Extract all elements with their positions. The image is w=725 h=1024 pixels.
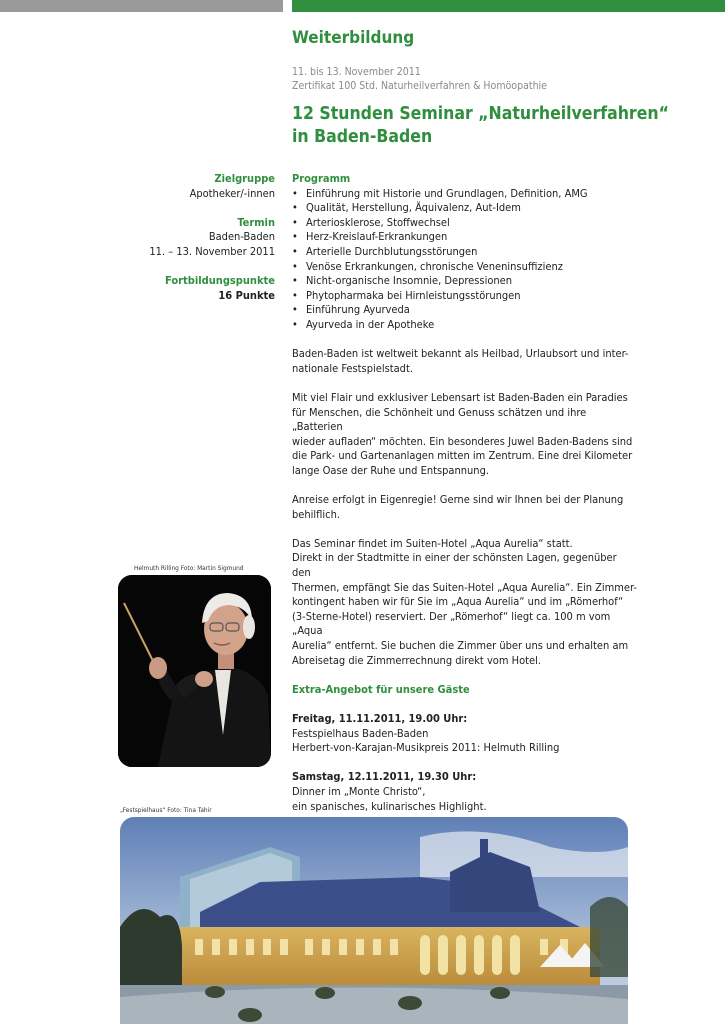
list-item: • Einführung Ayurveda (292, 303, 637, 318)
programm-list (292, 187, 637, 333)
list-item: • Venöse Erkrankungen, chronische Veneninsuffizienz (292, 260, 637, 275)
headline-line-1: 12 Stunden Seminar „Naturheilverfahren“ (292, 104, 669, 124)
main-content (292, 172, 637, 829)
date-line: 11. bis 13. November 2011 (292, 66, 421, 78)
termin-label: Termin (237, 215, 275, 229)
programm-label: Programm (292, 172, 351, 185)
termin-date: 11. – 13. November 2011 (149, 244, 275, 258)
paragraph-flair: Mit viel Flair und exklusiver Lebensart ist Baden-Baden ein Paradies für Menschen, die Schönheit und Genuss schätzen und ihre „Batterien wieder aufladen“ möchten. Ein besonderes Juwel Baden-Badens sind die Park- und Gartenanlagen mitten im Zentrum. Eine drei Kilometer lange Oase der Ruhe und Entspannung. (292, 390, 633, 477)
saturday-event: Samstag, 12.11.2011, 19.30 Uhr: Dinner im „Monte Christo“, ein spanisches, kulinarisches Highlight. (292, 770, 487, 813)
punkte-value: 16 Punkte (218, 288, 275, 302)
list-item: • Ayurveda in der Apotheke (292, 318, 637, 333)
conductor-photo (118, 575, 271, 767)
list-item: • Nicht-organische Insomnie, Depressionen (292, 274, 637, 289)
conductor-photo-caption: Helmuth Rilling Foto: Martin Sigmund (134, 564, 244, 572)
termin-place: Baden-Baden (208, 230, 275, 244)
list-item: • Einführung mit Historie und Grundlagen, Definition, AMG (292, 187, 637, 202)
paragraph-baden: Baden-Baden ist weltweit bekannt als Heilbad, Urlaubsort und inter- nationale Festspielstadt. (292, 347, 629, 375)
sidebar-info (100, 172, 275, 303)
zielgruppe-value: Apotheker/-innen (189, 186, 275, 200)
top-green-bar (292, 0, 725, 12)
section-title: Weiterbildung (292, 28, 415, 48)
headline (292, 103, 669, 149)
list-item: • Herz-Kreislauf-Erkrankungen (292, 230, 637, 245)
extra-offer-label: Extra-Angebot für unsere Gäste (292, 682, 470, 696)
friday-event: Freitag, 11.11.2011, 19.00 Uhr: Festspielhaus Baden-Baden Herbert-von-Karajan-Musikpreis 2011: Helmuth Rilling (292, 711, 560, 755)
list-item: • Arterielle Durchblutungsstörungen (292, 245, 637, 260)
top-grey-bar (0, 0, 283, 12)
festspielhaus-photo (120, 817, 628, 1024)
list-item: • Arteriosklerose, Stoffwechsel (292, 216, 637, 231)
building-photo-caption: „Festspielhaus“ Foto: Tina Tahir (120, 806, 212, 814)
headline-line-2: in Baden-Baden (292, 127, 433, 147)
paragraph-hotel: Das Seminar findet im Suiten-Hotel „Aqua Aurelia“ statt. Direkt in der Stadtmitte in einer der schönsten Lagen, gegenüber den Thermen, empfängt Sie das Suiten-Hotel „Aqua Aurelia“. Ein Zimmer- kontingent haben wir für Sie im „Aqua Aurelia“ und im „Römerhof“ (3-Sterne-Hotel) reserviert. Der „Römerhof“ liegt ca. 100 m vom „Aqua Aurelia“ entfernt. Sie buchen die Zimmer über uns und erhalten am Abreisetag die Zimmerrechnung direkt vom Hotel. (292, 536, 637, 667)
zielgruppe-label: Zielgruppe (214, 172, 275, 185)
list-item: • Phytopharmaka bei Hirnleistungsstörungen (292, 289, 637, 304)
paragraph-anreise: Anreise erfolgt in Eigenregie! Gerne sind wir Ihnen bei der Planung behilflich. (292, 493, 624, 521)
punkte-label: Fortbildungspunkte (165, 274, 275, 288)
certificate-line: Zertifikat 100 Std. Naturheilverfahren & Homöopathie (292, 80, 547, 92)
list-item: • Qualität, Herstellung, Äquivalenz, Aut-Idem (292, 201, 637, 216)
meta-info (292, 65, 547, 93)
